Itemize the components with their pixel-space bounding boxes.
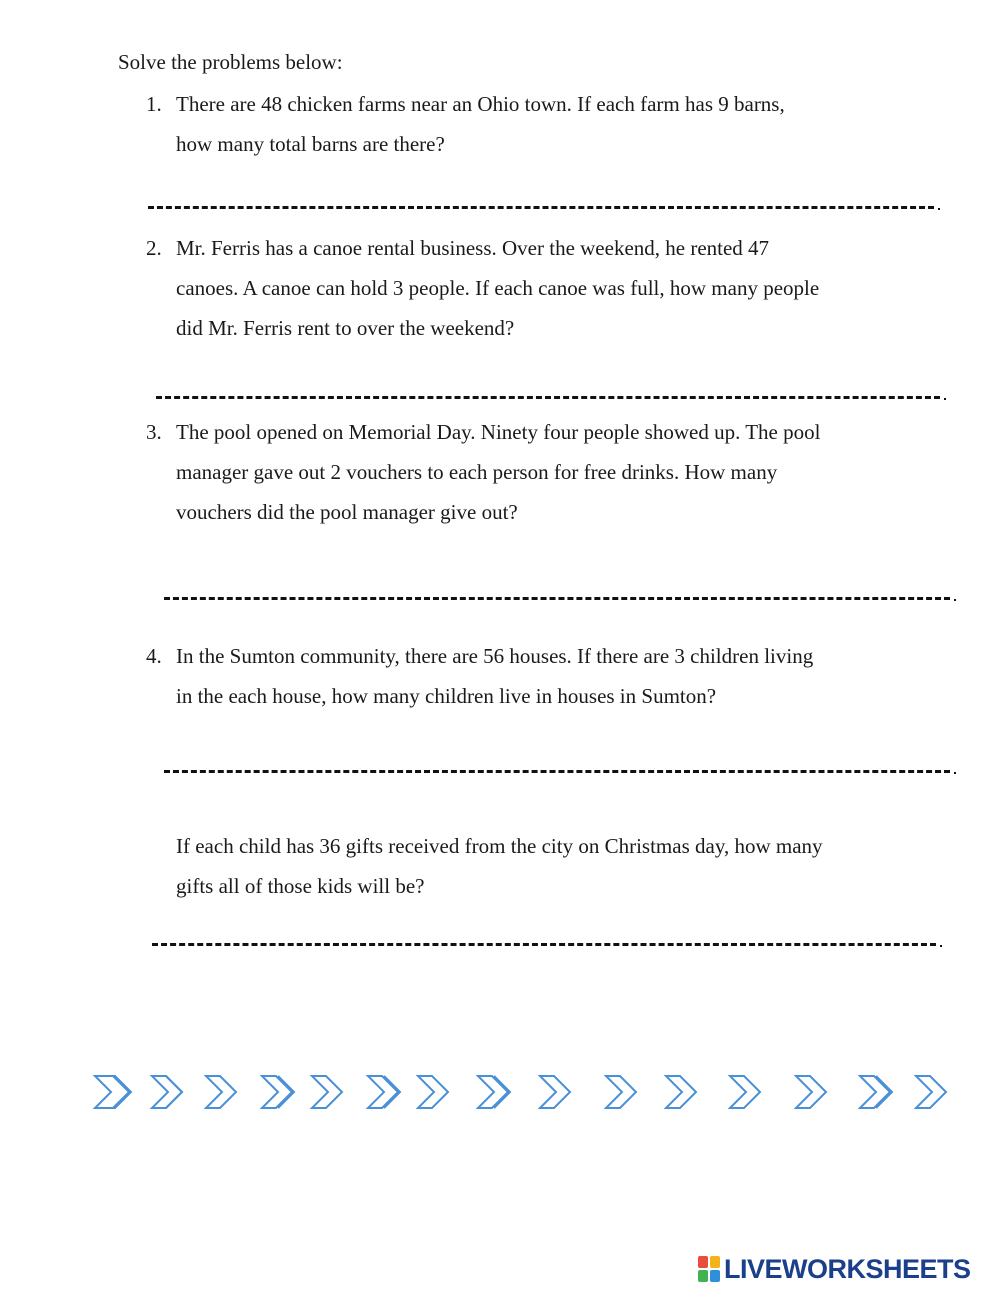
problem-text: In the Sumton community, there are 56 houses. If there are 3 children living bbox=[176, 644, 814, 668]
double-chevron-icon bbox=[418, 1076, 448, 1108]
answer-line-2[interactable] bbox=[156, 396, 940, 399]
answer-line-1[interactable] bbox=[148, 206, 934, 209]
problem-text: in the each house, how many children live in houses in Sumton? bbox=[176, 684, 717, 708]
logo-badge-square bbox=[710, 1270, 720, 1282]
double-chevron-icon bbox=[262, 1076, 294, 1108]
problem-text: how many total barns are there? bbox=[176, 132, 445, 156]
problem-number: 2. bbox=[146, 236, 162, 260]
double-chevron-icon bbox=[478, 1076, 510, 1108]
answer-line-4[interactable] bbox=[164, 770, 950, 773]
logo-badge-square bbox=[710, 1256, 720, 1268]
double-chevron-icon bbox=[916, 1076, 946, 1108]
liveworksheets-logo bbox=[698, 1254, 971, 1284]
logo-badge-square bbox=[698, 1256, 708, 1268]
logo-badge-icon bbox=[698, 1256, 720, 1282]
logo-badge-square bbox=[698, 1270, 708, 1282]
double-chevron-icon bbox=[152, 1076, 182, 1108]
problem-text: There are 48 chicken farms near an Ohio town. If each farm has 9 barns, bbox=[176, 92, 785, 116]
double-chevron-icon bbox=[206, 1076, 236, 1108]
double-chevron-icon bbox=[95, 1076, 131, 1108]
problem-number: 1. bbox=[146, 92, 162, 116]
problem-text: canoes. A canoe can hold 3 people. If each canoe was full, how many people bbox=[176, 276, 820, 300]
double-chevron-icon bbox=[540, 1076, 570, 1108]
double-chevron-icon bbox=[860, 1076, 892, 1108]
answer-line-5[interactable] bbox=[152, 943, 936, 946]
instructions: Solve the problems below: bbox=[118, 50, 343, 74]
problem-text: The pool opened on Memorial Day. Ninety four people showed up. The pool bbox=[176, 420, 821, 444]
logo-text: LIVEWORKSHEETS bbox=[724, 1253, 971, 1284]
double-chevron-icon bbox=[730, 1076, 760, 1108]
chevron-border bbox=[0, 1070, 1000, 1114]
problem-text: vouchers did the pool manager give out? bbox=[176, 500, 518, 524]
double-chevron-icon bbox=[606, 1076, 636, 1108]
problem-text: did Mr. Ferris rent to over the weekend? bbox=[176, 316, 515, 340]
problem-number: 4. bbox=[146, 644, 162, 668]
problem-text: manager gave out 2 vouchers to each person for free drinks. How many bbox=[176, 460, 778, 484]
problem-text: Mr. Ferris has a canoe rental business. Over the weekend, he rented 47 bbox=[176, 236, 770, 260]
double-chevron-icon bbox=[796, 1076, 826, 1108]
problem-number: 3. bbox=[146, 420, 162, 444]
double-chevron-icon bbox=[666, 1076, 696, 1108]
double-chevron-icon bbox=[368, 1076, 400, 1108]
problem-text: If each child has 36 gifts received from the city on Christmas day, how many bbox=[176, 834, 823, 858]
answer-line-3[interactable] bbox=[164, 597, 950, 600]
problem-text: gifts all of those kids will be? bbox=[176, 874, 425, 898]
double-chevron-icon bbox=[312, 1076, 342, 1108]
